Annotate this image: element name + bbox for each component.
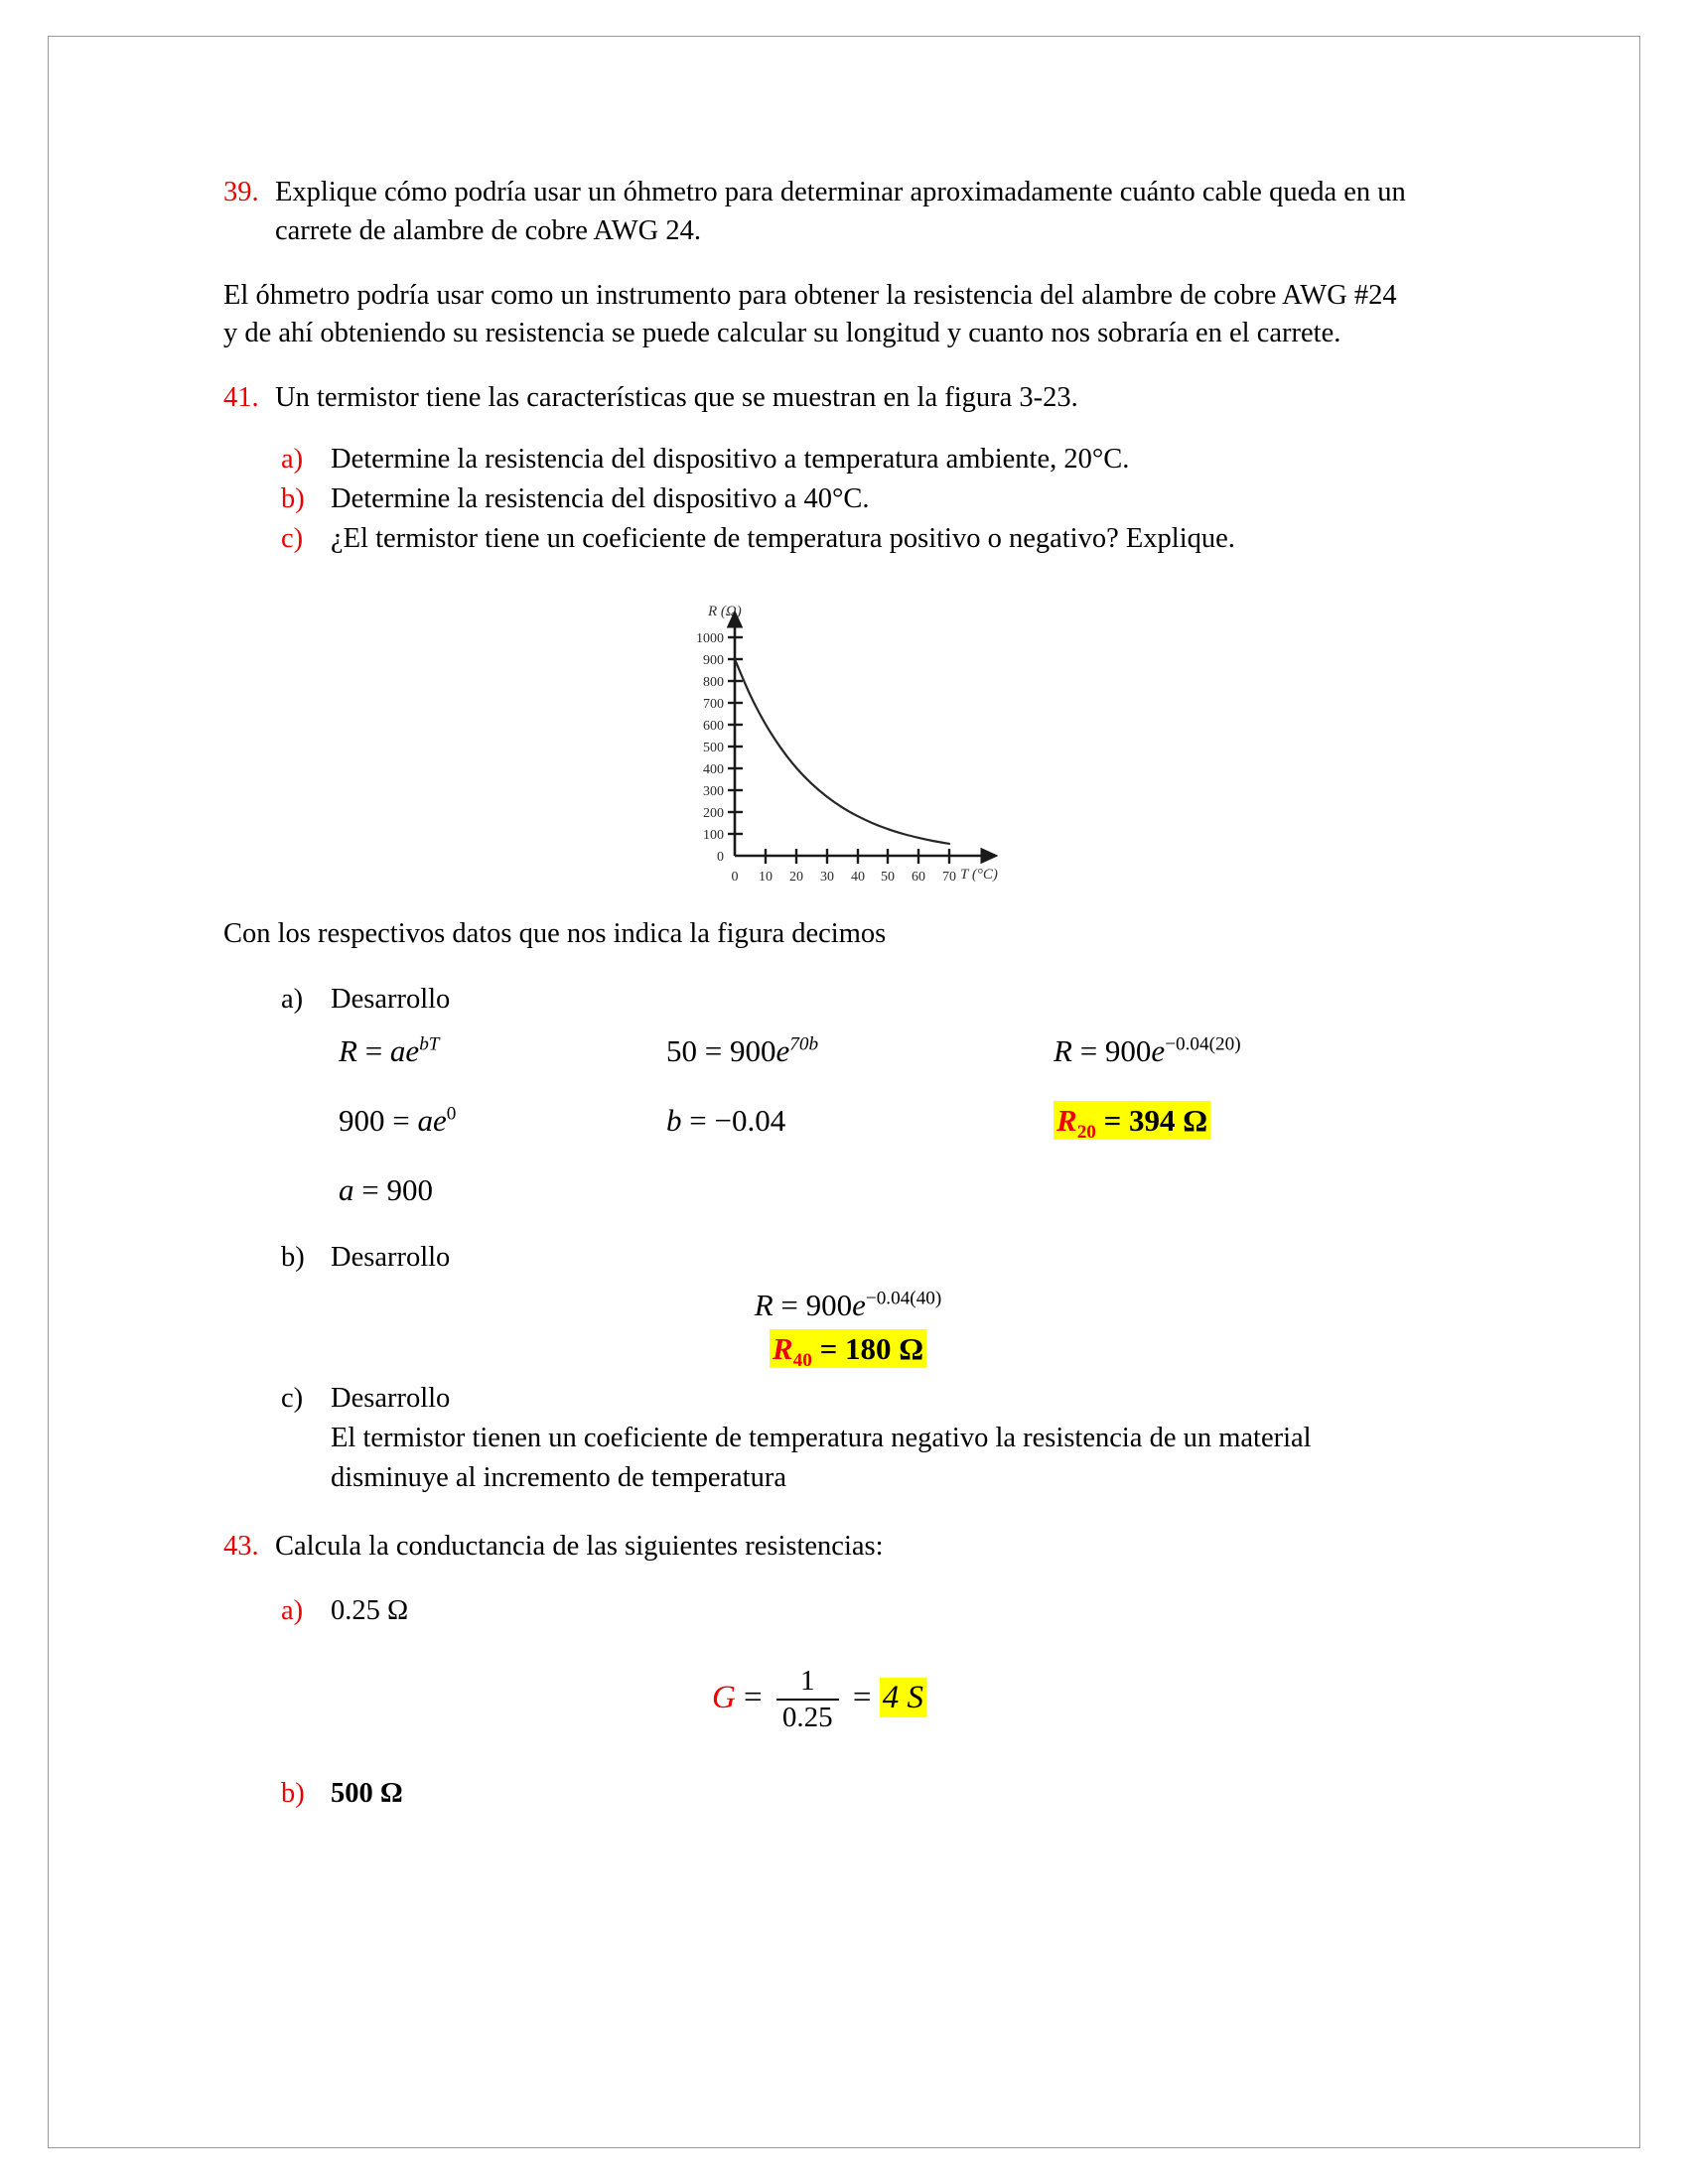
- q43-numerator: 1: [776, 1665, 839, 1701]
- subitem-text-b: Determine la resistencia del dispositivo a 40°C.: [331, 482, 870, 514]
- solution-c-label: Desarrollo: [331, 1382, 451, 1414]
- eq-R-aebT: $R = ae^{bT}$: [339, 1033, 440, 1069]
- solution-c-marker: c): [281, 1382, 304, 1414]
- solution-a-header: [281, 980, 1415, 1020]
- svg-text:40: 40: [851, 870, 865, 886]
- solution-c: [281, 1379, 1415, 1498]
- solution-b-header: [281, 1238, 1415, 1278]
- svg-text:20: 20: [789, 870, 803, 886]
- svg-text:100: 100: [703, 828, 724, 844]
- q43-formula-block: [223, 1665, 1415, 1734]
- solution-b: [281, 1238, 1415, 1372]
- question-43-subitem-b: [281, 1774, 1415, 1814]
- solution-b-label: Desarrollo: [331, 1242, 451, 1274]
- eq-R-900e-004-40: $R = 900e^{-0.04(40)}$: [754, 1287, 942, 1322]
- question-41: [223, 379, 1415, 418]
- solution-a-label: Desarrollo: [331, 984, 451, 1016]
- q43-subitem-text-a: 0.25 Ω: [331, 1595, 409, 1627]
- svg-text:800: 800: [703, 675, 724, 691]
- solution-a-equations: [339, 1033, 1415, 1208]
- svg-text:400: 400: [703, 762, 724, 778]
- q43-subitem-marker-b: b): [281, 1778, 305, 1810]
- chart-series-line: [735, 659, 949, 844]
- chart-x-ticks: [732, 849, 957, 885]
- solution-c-text: El termistor tienen un coeficiente de temperatura negativo la resistencia de un material disminuye al incremento de temperatura: [331, 1422, 1312, 1493]
- page-content: [223, 174, 1415, 1814]
- eq-a-900: a = 900: [339, 1172, 433, 1208]
- eq-b-value: b = −0.04: [666, 1103, 786, 1139]
- svg-text:0: 0: [717, 850, 724, 866]
- question-39-answer: El óhmetro podría usar como un instrumento para obtener la resistencia del alambre de cobre AWG #24 y de ahí obteniendo su resistencia se puede calcular su longitud y cuanto nos sobraría en el carrete.: [223, 279, 1397, 349]
- chart-xlabel: T (°C): [960, 867, 998, 884]
- list-item: [281, 1591, 1415, 1631]
- subitem-marker-c: c): [281, 522, 304, 554]
- subitem-marker-b: b): [281, 482, 305, 514]
- eq-50-900e70b: $50 = 900e^{70b}$: [666, 1033, 819, 1069]
- list-item: [281, 440, 1415, 479]
- eq-R-900e-004-20: $R = 900e^{-0.04(20)}$: [1054, 1033, 1241, 1069]
- svg-text:900: 900: [703, 653, 724, 669]
- chart-ylabel: R (Ω): [708, 604, 742, 620]
- solution-a-marker: a): [281, 984, 304, 1016]
- solution-b-equation-block: [281, 1287, 1415, 1372]
- list-item: [281, 1774, 1415, 1814]
- question-41-number: 41.: [223, 382, 259, 413]
- question-41-statement: Un termistor tiene las características que se muestran en la figura 3-23.: [275, 382, 1078, 413]
- result-R40: $R_{40} = 180$ Ω: [281, 1331, 1415, 1367]
- question-43-number: 43.: [223, 1530, 259, 1562]
- q43-denominator: 0.25: [781, 1702, 833, 1734]
- solution-a: [281, 980, 1415, 1208]
- svg-text:300: 300: [703, 784, 724, 800]
- question-39-statement: Explique cómo podría usar un óhmetro para determinar aproximadamente cuánto cable queda en un carrete de alambre de cobre AWG 24.: [275, 177, 1406, 246]
- solution-c-body: [281, 1419, 1415, 1498]
- thermistor-chart: [640, 598, 998, 886]
- solution-b-marker: b): [281, 1242, 305, 1274]
- question-39-number: 39.: [223, 177, 259, 207]
- question-43-subitems: [281, 1591, 1415, 1631]
- q43-subitem-text-b: 500 Ω: [331, 1778, 403, 1810]
- q43-fraction: [776, 1665, 839, 1734]
- question-39: [223, 174, 1415, 251]
- question-43: [223, 1528, 1415, 1567]
- svg-text:60: 60: [912, 870, 925, 886]
- question-43-statement: Calcula la conductancia de las siguientes resistencias:: [275, 1530, 884, 1562]
- figure-3-23: [223, 598, 1415, 886]
- svg-text:200: 200: [703, 806, 724, 822]
- q43-eq1: =: [735, 1679, 771, 1715]
- question-41-subitems: [281, 440, 1415, 559]
- q43-conductance-formula: [711, 1665, 926, 1734]
- subitem-marker-a: a): [281, 443, 304, 475]
- q43-subitem-marker-a: a): [281, 1595, 304, 1627]
- svg-text:600: 600: [703, 719, 724, 735]
- q43-result: [880, 1678, 926, 1717]
- svg-text:700: 700: [703, 697, 724, 713]
- eq-900-ae0: $900 = ae^0$: [339, 1103, 457, 1139]
- list-item: [281, 479, 1415, 519]
- svg-text:50: 50: [881, 870, 895, 886]
- q43-result-value: 4 S: [882, 1679, 924, 1715]
- subitem-text-c: ¿El termistor tiene un coeficiente de temperatura positivo o negativo? Explique.: [331, 522, 1235, 554]
- result-R20: $R_{20} = 394$ Ω: [1054, 1103, 1415, 1139]
- svg-text:500: 500: [703, 741, 724, 756]
- list-item: [281, 519, 1415, 559]
- svg-text:1000: 1000: [696, 631, 724, 647]
- svg-text:70: 70: [942, 870, 956, 886]
- svg-text:0: 0: [731, 870, 739, 886]
- svg-text:30: 30: [820, 870, 834, 886]
- svg-text:10: 10: [759, 870, 773, 886]
- q43-eq2: =: [844, 1679, 880, 1715]
- subitem-text-a: Determine la resistencia del dispositivo a temperatura ambiente, 20°C.: [331, 443, 1130, 475]
- solution-c-header: [281, 1379, 1415, 1419]
- q43-lhs: G: [711, 1679, 736, 1715]
- question-41-lead-in: Con los respectivos datos que nos indica la figura decimos: [223, 918, 887, 950]
- spacer: [281, 1419, 331, 1498]
